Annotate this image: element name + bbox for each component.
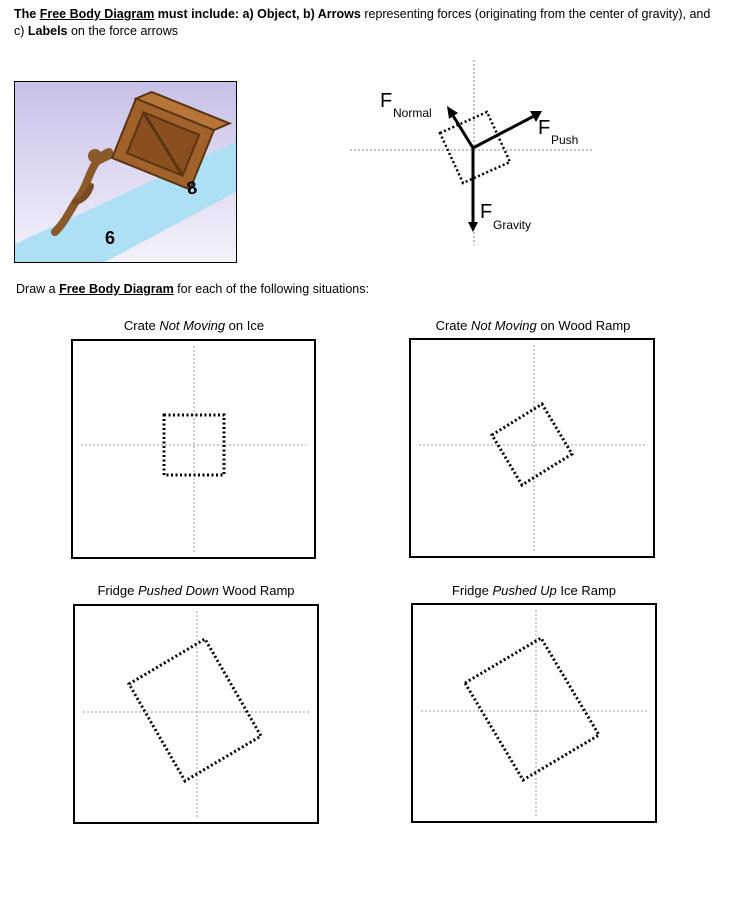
intro-fbd: Free Body Diagram (39, 7, 155, 21)
situation-1-diagram (73, 341, 314, 557)
drawing-prompt (16, 282, 369, 296)
situation-4-diagram (413, 605, 655, 821)
intro-part3: representing forces (originating from the center of gravity), and c) (14, 7, 711, 38)
push-force-arrow (473, 116, 534, 148)
intro-part1: The (14, 7, 40, 21)
illustration-number-8: 8 (185, 177, 199, 199)
situation-3-diagram (75, 606, 317, 822)
example-free-body-diagram (350, 60, 600, 250)
push-label-f: F (538, 117, 551, 139)
situation-3-caption: Fridge Pushed Down Wood Ramp (97, 583, 295, 598)
prompt-suffix: for each of the following situations: (173, 282, 369, 296)
intro-part4: on the force arrows (67, 24, 178, 38)
situation-2-caption: Crate Not Moving on Wood Ramp (435, 318, 631, 333)
intro-labels: Labels (27, 24, 68, 38)
situation-3-drawing-box[interactable] (73, 604, 319, 824)
push-label-text: Push (551, 133, 579, 147)
situation-2-diagram (411, 340, 653, 556)
crate-push-illustration (14, 81, 237, 263)
prompt-fbd: Free Body Diagram (59, 282, 174, 296)
situation-1-drawing-box[interactable] (71, 339, 316, 559)
instructions (14, 6, 714, 40)
example-diagram-drawing (350, 60, 600, 250)
normal-label-text: Normal (393, 106, 432, 120)
situation-2-drawing-box[interactable] (409, 338, 655, 558)
illustration-drawing (15, 82, 236, 262)
normal-label-f: F (380, 90, 393, 112)
situation-3-fridge (129, 639, 261, 781)
situation-1-caption: Crate Not Moving on Ice (123, 318, 265, 333)
situation-4-drawing-box[interactable] (411, 603, 657, 823)
prompt-prefix: Draw a (16, 282, 60, 296)
situation-4-caption: Fridge Pushed Up Ice Ramp (451, 583, 617, 598)
gravity-label-text: Gravity (493, 218, 532, 232)
illustration-number-6: 6 (105, 228, 116, 248)
intro-part2: must include: a) Object, b) (154, 7, 318, 21)
situation-4-fridge (465, 638, 599, 780)
gravity-label-f: F (480, 201, 493, 223)
intro-arrows: Arrows (317, 7, 361, 21)
